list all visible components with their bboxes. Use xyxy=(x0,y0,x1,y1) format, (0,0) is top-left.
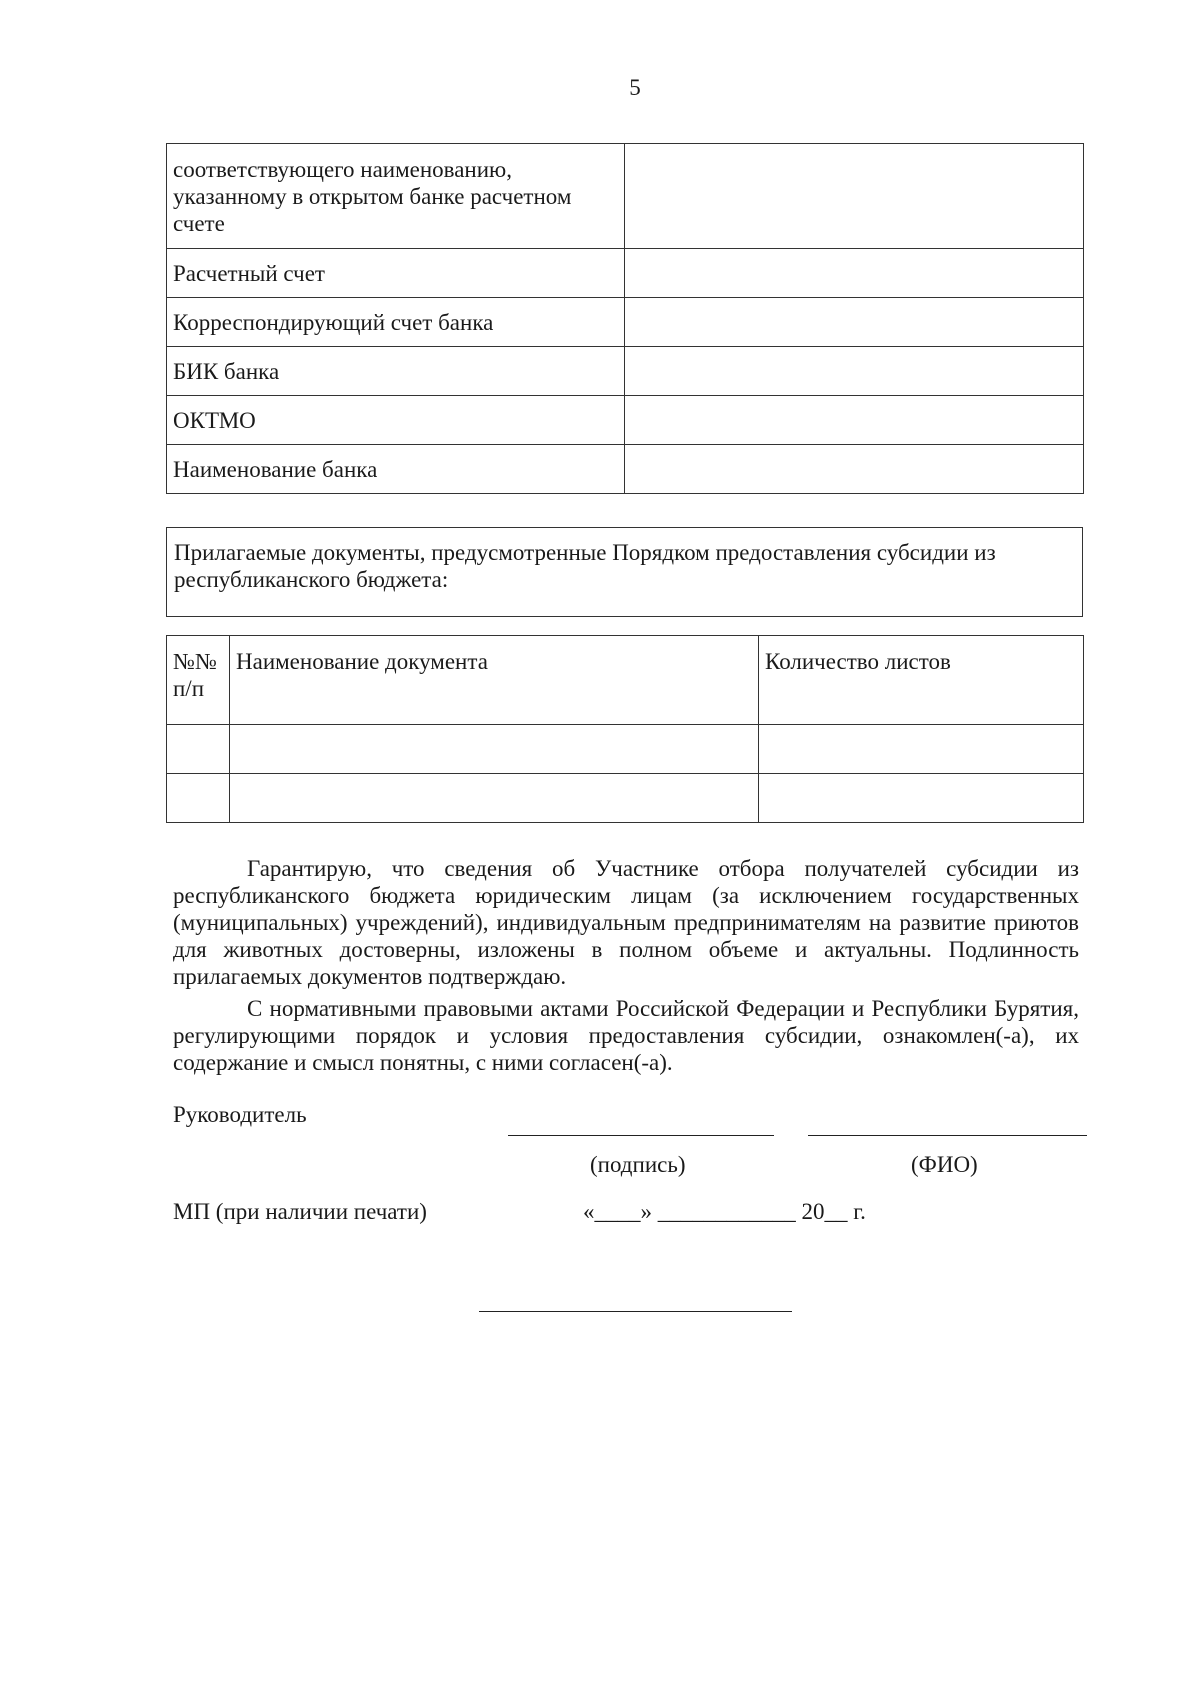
end-separator-line xyxy=(479,1311,792,1312)
bank-row-value xyxy=(625,298,1084,347)
table-row xyxy=(167,396,1084,445)
head-label: Руководитель xyxy=(173,1102,307,1127)
page-number: 5 xyxy=(629,75,641,100)
attached-docs-table xyxy=(166,635,1084,823)
cell-doc-name xyxy=(230,774,759,823)
bank-row-value xyxy=(625,249,1084,298)
guarantee-paragraph xyxy=(173,855,1079,990)
header-doc-name: Наименование документа xyxy=(230,636,759,725)
guarantee-text: Гарантирую, что сведения об Участнике отбора получателей субсидии из республиканского бюджета юридическим лицам (за исключением государственных (муниципальных) учреждений), индивидуальным предпринимателям на развитие приютов для животных достоверны, изложены в полном объеме и актуальны. Подлинность прилагаемых документов подтверждаю. xyxy=(173,856,1079,989)
bank-details-table xyxy=(166,143,1084,494)
table-row xyxy=(167,144,1084,249)
cell-doc-name xyxy=(230,725,759,774)
date-field: «____» ____________ 20__ г. xyxy=(583,1199,866,1224)
fio-caption: (ФИО) xyxy=(911,1152,978,1177)
bank-row-value xyxy=(625,347,1084,396)
bank-row-value xyxy=(625,396,1084,445)
cell-sheet-count xyxy=(759,774,1084,823)
bank-row-label: Наименование банка xyxy=(167,445,625,494)
acknowledgement-paragraph xyxy=(173,995,1079,1076)
header-number: №№ п/п xyxy=(167,636,230,725)
bank-row-label: Расчетный счет xyxy=(167,249,625,298)
cell-number xyxy=(167,774,230,823)
header-sheet-count: Количество листов xyxy=(759,636,1084,725)
attached-docs-note: Прилагаемые документы, предусмотренные Порядком предоставления субсидии из республиканского бюджета: xyxy=(166,527,1083,617)
bank-row-label: Корреспондирующий счет банка xyxy=(167,298,625,347)
stamp-label: МП (при наличии печати) xyxy=(173,1199,427,1224)
fio-line xyxy=(808,1135,1087,1136)
bank-row-label: ОКТМО xyxy=(167,396,625,445)
bank-row-label: соответствующего наименованию, указанному в открытом банке расчетном счете xyxy=(167,144,625,249)
bank-row-value xyxy=(625,144,1084,249)
signature-line xyxy=(508,1135,774,1136)
table-row xyxy=(167,774,1084,823)
cell-number xyxy=(167,725,230,774)
cell-sheet-count xyxy=(759,725,1084,774)
table-row xyxy=(167,347,1084,396)
bank-row-value xyxy=(625,445,1084,494)
table-row xyxy=(167,298,1084,347)
signature-caption: (подпись) xyxy=(590,1152,686,1177)
bank-row-label: БИК банка xyxy=(167,347,625,396)
acknowledgement-text: С нормативными правовыми актами Российской Федерации и Республики Бурятия, регулирующими порядок и условия предоставления субсидии, ознакомлен(-а), их содержание и смысл понятны, с ними согласен(-а). xyxy=(173,996,1079,1075)
table-header-row xyxy=(167,636,1084,725)
table-row xyxy=(167,725,1084,774)
table-row xyxy=(167,445,1084,494)
table-row xyxy=(167,249,1084,298)
